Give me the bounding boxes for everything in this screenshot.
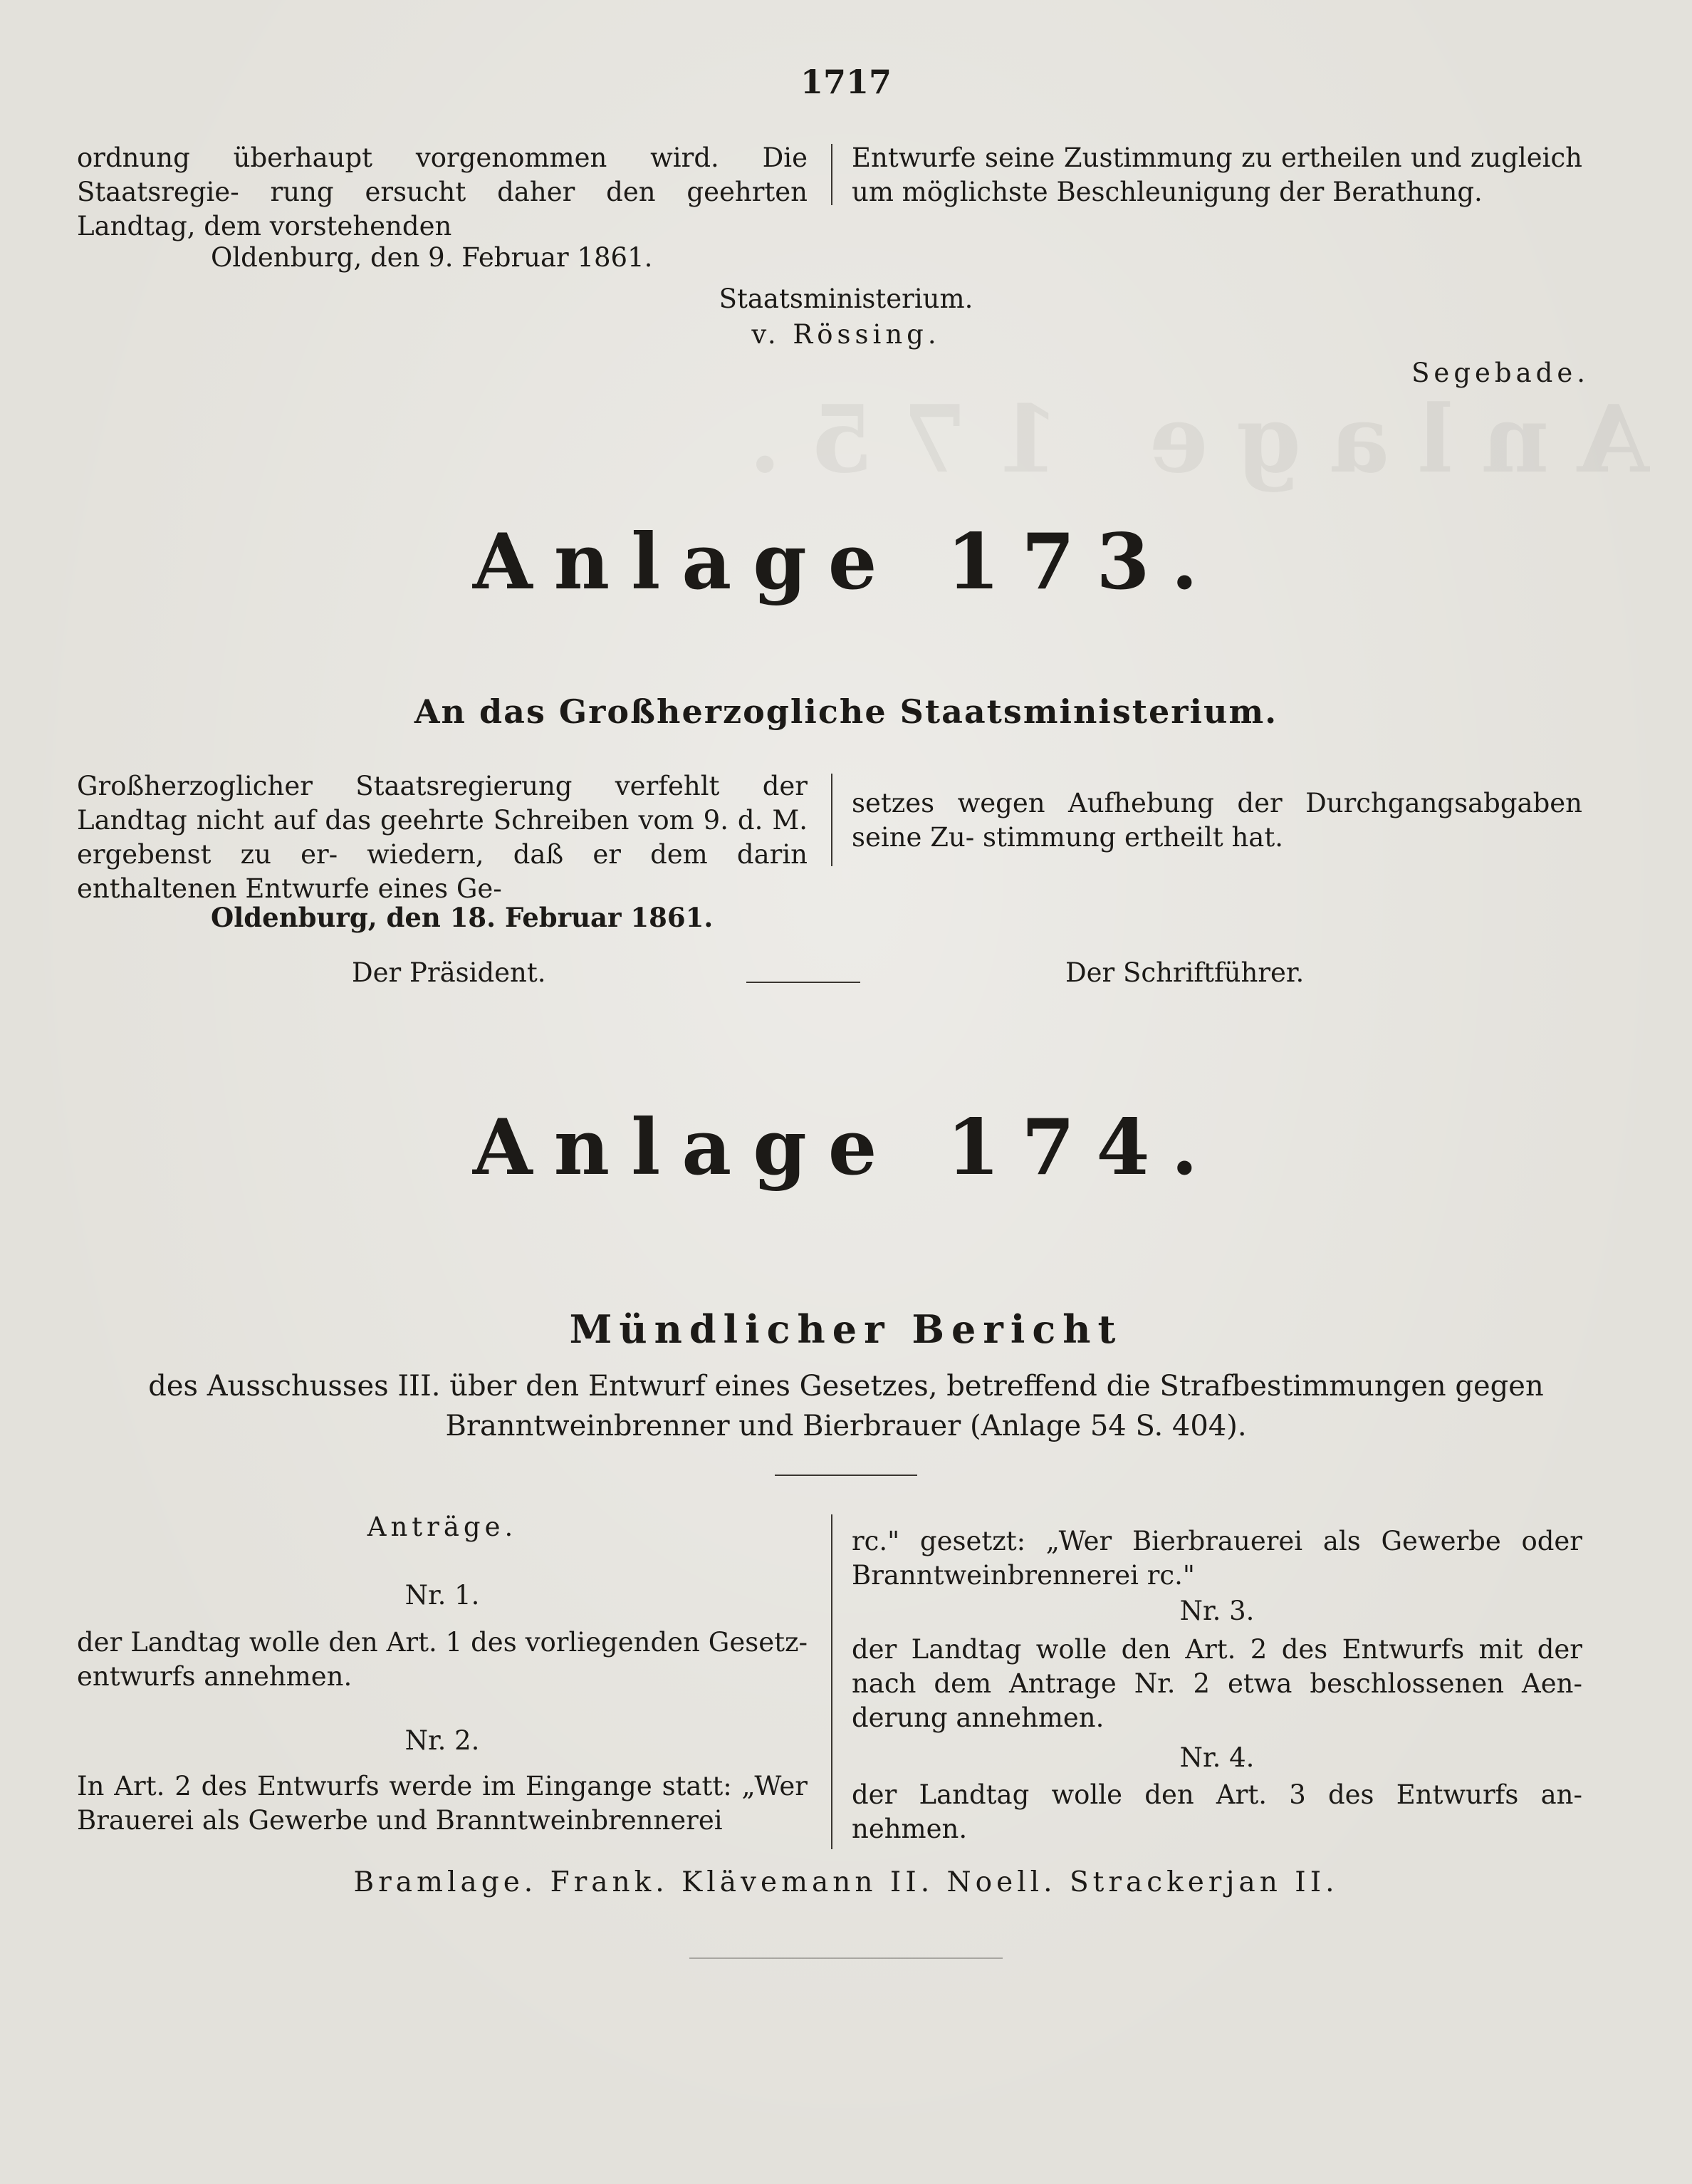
separator-173 [746, 982, 860, 983]
antraege-label: Anträge. [367, 1512, 518, 1542]
column-divider-174 [831, 1514, 832, 1849]
anlage-173-right-text: setzes wegen Aufhebung der Durchgangsabgaben seine Zu- stimmung ertheilt hat. [852, 788, 1582, 853]
top-signatory-right: Segebade. [1411, 358, 1589, 388]
top-signatory: v. Rössing. [751, 319, 941, 350]
anlage-173-title: Anlage 173. [472, 517, 1220, 607]
top-left-text: ordnung überhaupt vorgenommen wird. Die Staatsregie- rung ersucht daher den geehrten Landtag, dem vorstehenden [77, 142, 808, 241]
anlage-174-title: Anlage 174. [472, 1103, 1220, 1192]
top-place-date: Oldenburg, den 9. Februar 1861. [211, 242, 653, 273]
nr4-text: der Landtag wolle den Art. 3 des Entwurfs an- nehmen. [852, 1779, 1582, 1844]
nr4-label: Nr. 4. [1179, 1742, 1255, 1773]
anlage-174-heading: Mündlicher Bericht [569, 1306, 1123, 1352]
separator-174 [775, 1475, 917, 1476]
page-number: 1717 [800, 63, 892, 101]
anlage-173-sign-left: Der Präsident. [352, 957, 546, 988]
anlage-173-sign-right: Der Schriftführer. [1065, 957, 1305, 988]
anlage-173-place-date: Oldenburg, den 18. Februar 1861. [211, 902, 714, 933]
column-divider-173 [831, 774, 832, 866]
nr1-text: der Landtag wolle den Art. 1 des vorliegenden Gesetz- entwurfs annehmen. [77, 1627, 808, 1692]
anlage-173-left-text: Großherzoglicher Staatsregierung verfehlt der Landtag nicht auf das geehrte Schreiben vom 9. d. M. ergebenst zu er- wiedern, daß er dem darin enthaltenen Entwurfe eines Ge- [77, 771, 808, 904]
anlage-174-subheading: des Ausschusses III. über den Entwurf eines Gesetzes, betreffend die Strafbestimmungen gegen Branntweinbrenner und Bierbrauer (Anlage 54 S. 404). [148, 1370, 1544, 1442]
bleed-through-texture: Anlage 175. [720, 385, 1649, 494]
nr3-label: Nr. 3. [1179, 1596, 1255, 1626]
nr2-label: Nr. 2. [404, 1725, 480, 1756]
column-divider-top [831, 144, 832, 205]
nr2-continuation: rc." gesetzt: „Wer Bierbrauerei als Gewerbe oder Branntweinbrennerei rc." [852, 1526, 1582, 1591]
nr3-text: der Landtag wolle den Art. 2 des Entwurfs mit der nach dem Antrage Nr. 2 etwa beschlossenen Aen- derung annehmen. [852, 1634, 1582, 1733]
top-authority: Staatsministerium. [719, 284, 973, 314]
committee-signatures: Bramlage. Frank. Klävemann II. Noell. Strackerjan II. [353, 1866, 1339, 1898]
nr1-label: Nr. 1. [404, 1580, 480, 1611]
nr2-text: In Art. 2 des Entwurfs werde im Eingange statt: „Wer Brauerei als Gewerbe und Branntweinbrennerei [77, 1771, 808, 1836]
page-end-rule [689, 1957, 1003, 1959]
top-right-text: Entwurfe seine Zustimmung zu ertheilen und zugleich um möglichste Beschleunigung der Berathung. [852, 142, 1582, 207]
anlage-173-heading: An das Großherzogliche Staatsministerium. [414, 692, 1278, 731]
